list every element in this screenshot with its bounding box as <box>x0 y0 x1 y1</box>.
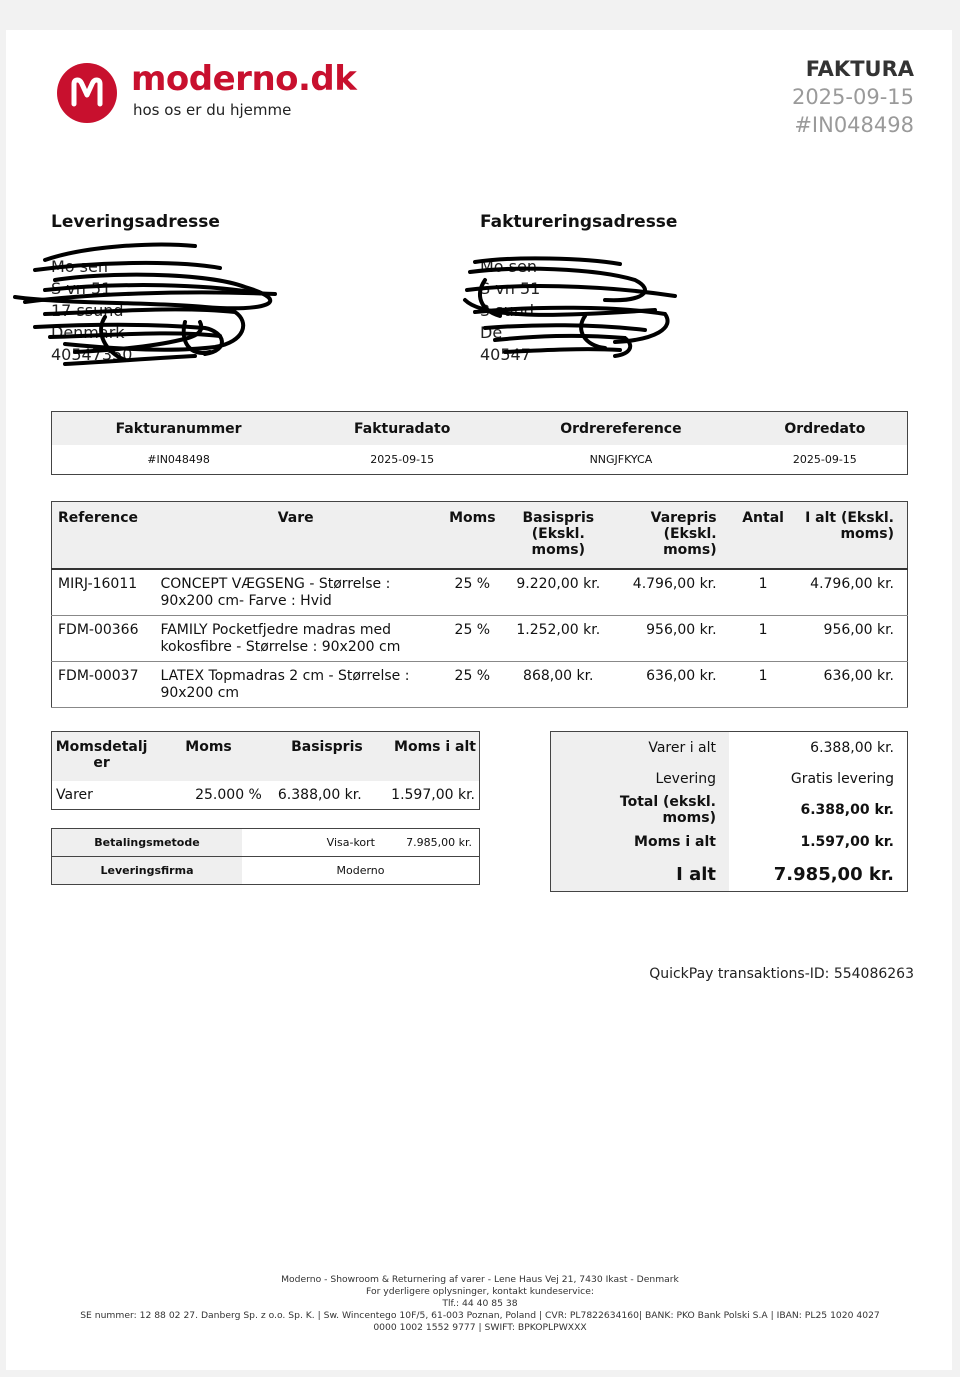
order-reference-value: NNGJFKYCA <box>589 453 653 466</box>
vat-rate: 25.000 % <box>195 787 262 803</box>
item-base-price: 9.220,00 kr. <box>508 569 609 616</box>
address-line: S vn 51 <box>480 279 541 298</box>
invoice-meta-table <box>51 411 908 475</box>
totals-table <box>550 731 908 892</box>
column-header: Ordredato <box>743 412 908 446</box>
footer-line: SE nummer: 12 88 02 27. Danberg Sp. z o.o. Sp. K. | Sw. Wincentego 10F/5, 61-003 Poznan, Poland | CVR: PL7822634160| BANK: PKO Bank Polski S.A | IBAN: PL25 1020 4027 <box>80 1310 880 1321</box>
delivery-address-title: Leveringsadresse <box>51 212 220 232</box>
column-header: Vare <box>154 502 436 570</box>
redaction-scribble <box>455 250 685 375</box>
delivery-label: Levering <box>551 763 730 794</box>
invoice-header <box>792 56 914 139</box>
invoice-date-value: 2025-09-15 <box>370 453 435 466</box>
items-table <box>51 501 908 708</box>
item-quantity: 1 <box>730 616 797 662</box>
address-line: 40547 <box>480 345 531 364</box>
item-base-price: 868,00 kr. <box>508 662 609 708</box>
table-row <box>551 794 908 826</box>
goods-total-value: 6.388,00 kr. <box>810 739 894 756</box>
item-total: 956,00 kr. <box>797 616 908 662</box>
column-header: Momsdetaljer <box>52 732 152 782</box>
address-line: Mo sen <box>51 257 108 276</box>
item-reference: MIRJ-16011 <box>52 569 155 616</box>
table-header-row <box>52 732 480 782</box>
table-row <box>52 445 908 475</box>
item-total: 4.796,00 kr. <box>797 569 908 616</box>
vat-total-value: 1.597,00 kr. <box>800 833 894 850</box>
item-price: 4.796,00 kr. <box>609 569 730 616</box>
address-line: 17 ssund <box>51 301 124 320</box>
billing-address-title: Faktureringsadresse <box>480 212 678 232</box>
subtotal-label: Total (ekskl. moms) <box>551 794 730 826</box>
address-line: De <box>480 323 503 342</box>
item-price: 636,00 kr. <box>609 662 730 708</box>
table-row <box>52 857 480 885</box>
table-row <box>52 662 908 708</box>
footer-line: 0000 1002 1552 9777 | SWIFT: BPKOPLPWXXX <box>373 1322 587 1333</box>
vat-total-label: Moms i alt <box>551 826 730 857</box>
grand-total-value: 7.985,00 kr. <box>773 863 894 885</box>
table-row <box>551 763 908 794</box>
invoice-date: 2025-09-15 <box>791 85 914 109</box>
item-total: 636,00 kr. <box>797 662 908 708</box>
carrier-value: Moderno <box>242 857 480 885</box>
payment-method: Visa-kort <box>242 829 381 857</box>
item-name: CONCEPT VÆGSENG - Størrelse : 90x200 cm- Farve : Hvid <box>154 569 436 616</box>
vat-base: 6.388,00 kr. <box>277 787 362 803</box>
table-row <box>551 857 908 892</box>
address-line: 3 sund <box>480 301 535 320</box>
item-name: LATEX Topmadras 2 cm - Størrelse : 90x200 cm <box>154 662 436 708</box>
column-header: Basispris (Ekskl. moms) <box>508 502 609 570</box>
column-header: Moms i alt <box>366 732 480 782</box>
table-row <box>52 829 480 857</box>
brand-logo-icon <box>57 63 117 123</box>
column-header: Moms <box>151 732 266 782</box>
item-quantity: 1 <box>730 569 797 616</box>
column-header: Ordrereference <box>499 412 742 446</box>
invoice-title: FAKTURA <box>805 57 914 81</box>
table-row <box>551 732 908 764</box>
item-quantity: 1 <box>730 662 797 708</box>
payment-table <box>51 828 480 885</box>
column-header: Moms <box>437 502 508 570</box>
brand-tagline: hos os er du hjemme <box>133 101 292 119</box>
footer-line: Tlf.: 44 40 85 38 <box>442 1298 518 1309</box>
footer-line: For yderligere oplysninger, kontakt kundeservice: <box>366 1286 594 1297</box>
table-header-row <box>52 412 908 446</box>
column-header: Varepris (Ekskl. moms) <box>609 502 730 570</box>
item-base-price: 1.252,00 kr. <box>508 616 609 662</box>
item-vat: 25 % <box>437 616 508 662</box>
invoice-number: #IN048498 <box>794 113 914 137</box>
order-date-value: 2025-09-15 <box>792 453 857 466</box>
brand-name: moderno.dk <box>131 59 357 99</box>
table-row <box>52 781 480 810</box>
invoice-number-value: #IN048498 <box>147 453 210 466</box>
carrier-label: Leveringsfirma <box>52 857 243 885</box>
table-row <box>52 569 908 616</box>
item-reference: FDM-00037 <box>52 662 155 708</box>
column-header: Fakturadato <box>305 412 499 446</box>
payment-amount: 7.985,00 kr. <box>381 829 480 857</box>
column-header: Antal <box>730 502 797 570</box>
footer-line: Moderno - Showroom & Returnering af varer - Lene Haus Vej 21, 7430 Ikast - Denmark <box>281 1274 679 1285</box>
table-row <box>551 826 908 857</box>
redaction-scribble <box>5 232 290 377</box>
vat-amount: 1.597,00 kr. <box>391 787 475 803</box>
delivery-value: Gratis levering <box>790 770 894 787</box>
table-row <box>52 616 908 662</box>
table-header-row <box>52 502 908 570</box>
address-line: Mo sen <box>480 257 537 276</box>
item-price: 956,00 kr. <box>609 616 730 662</box>
payment-method-label: Betalingsmetode <box>52 829 243 857</box>
column-header: Basispris <box>266 732 366 782</box>
item-vat: 25 % <box>437 569 508 616</box>
column-header: Reference <box>52 502 155 570</box>
item-vat: 25 % <box>437 662 508 708</box>
vat-details-table <box>51 731 480 810</box>
grand-total-label: I alt <box>551 857 730 892</box>
goods-total-label: Varer i alt <box>551 732 730 764</box>
address-line: Denmark <box>51 323 125 342</box>
subtotal-value: 6.388,00 kr. <box>800 802 894 818</box>
address-line: S vn 51 <box>51 279 112 298</box>
address-line: 40547350 <box>51 345 133 364</box>
item-reference: FDM-00366 <box>52 616 155 662</box>
column-header: I alt (Ekskl. moms) <box>797 502 908 570</box>
footer <box>58 1274 902 1334</box>
item-name: FAMILY Pocketfjedre madras med kokosfibre - Størrelse : 90x200 cm <box>154 616 436 662</box>
column-header: Fakturanummer <box>52 412 306 446</box>
quickpay-transaction-id: QuickPay transaktions-ID: 554086263 <box>649 966 914 982</box>
vat-category: Varer <box>56 787 93 803</box>
